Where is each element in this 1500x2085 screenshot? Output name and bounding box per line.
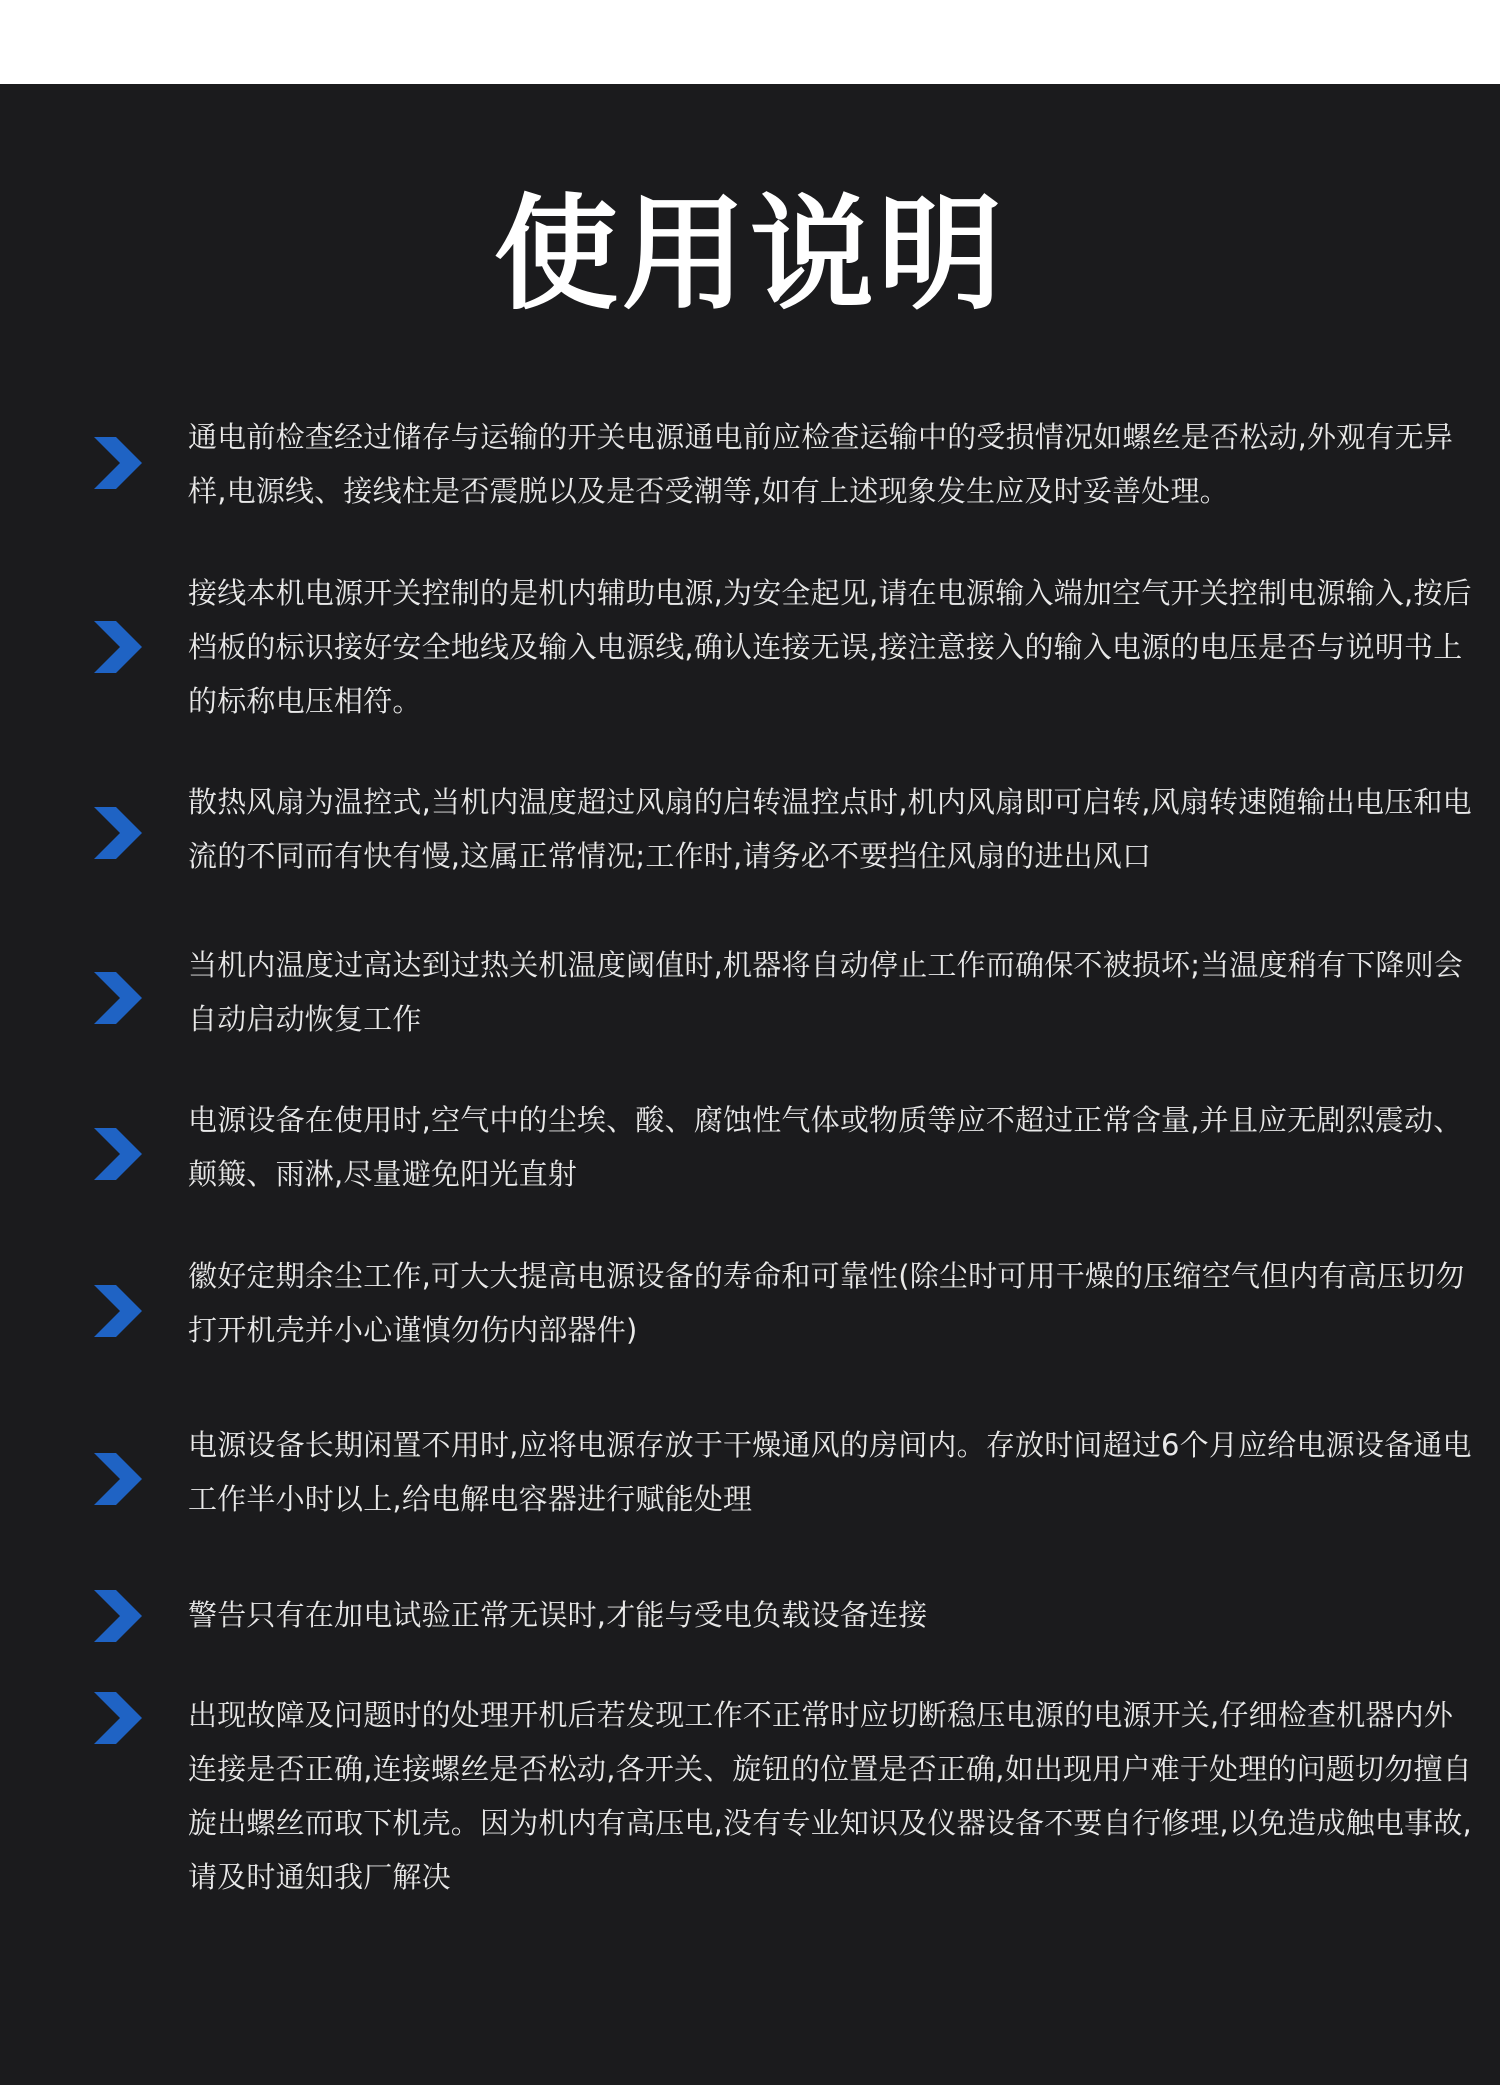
instruction-text: 出现故障及问题时的处理开机后若发现工作不正常时应切断稳压电源的电源开关,仔细检查机器内外连接是否正确,连接螺丝是否松动,各开关、旋钮的位置是否正确,如出现用户难于处理的问题切勿擅自旋出螺丝而取下机壳。因为机内有高压电,没有专业知识及仪器设备不要自行修理,以免造成触电事故,请及时通知我厂解决	[188, 1698, 1472, 1894]
instruction-text: 当机内温度过高达到过热关机温度阈值时,机器将自动停止工作而确保不被损坏;当温度稍有下降则会自动启动恢复工作	[188, 948, 1463, 1036]
chevron-right-icon	[94, 1590, 142, 1642]
instruction-text: 电源设备长期闲置不用时,应将电源存放于干燥通风的房间内。存放时间超过6个月应给电源设备通电工作半小时以上,给电解电容器进行赋能处理	[188, 1428, 1472, 1516]
instruction-text: 散热风扇为温控式,当机内温度超过风扇的启转温控点时,机内风扇即可启转,风扇转速随输出电压和电流的不同而有快有慢,这属正常情况;工作时,请务必不要挡住风扇的进出风口	[188, 785, 1472, 873]
chevron-right-icon	[94, 1692, 142, 1744]
chevron-right-icon	[94, 437, 142, 489]
page-title: 使用说明	[493, 183, 1006, 327]
instruction-text: 电源设备在使用时,空气中的尘埃、酸、腐蚀性气体或物质等应不超过正常含量,并且应无剧烈震动、颠簸、雨淋,尽量避免阳光直射	[188, 1103, 1463, 1191]
instruction-text: 通电前检查经过储存与运输的开关电源通电前应检查运输中的受损情况如螺丝是否松动,外观有无异样,电源线、接线柱是否震脱以及是否受潮等,如有上述现象发生应及时妥善处理。	[188, 420, 1454, 508]
chevron-right-icon	[94, 972, 142, 1024]
chevron-right-icon	[94, 621, 142, 673]
chevron-right-icon	[94, 807, 142, 859]
chevron-right-icon	[94, 1285, 142, 1337]
chevron-right-icon	[94, 1128, 142, 1180]
instruction-text: 徽好定期余尘工作,可大大提高电源设备的寿命和可靠性(除尘时可用干燥的压缩空气但内有高压切勿打开机壳并小心谨慎勿伤内部器件)	[188, 1259, 1465, 1347]
instruction-text: 警告只有在加电试验正常无误时,才能与受电负载设备连接	[188, 1598, 928, 1632]
instruction-text: 接线本机电源开关控制的是机内辅助电源,为安全起见,请在电源输入端加空气开关控制电源输入,按后档板的标识接好安全地线及输入电源线,确认连接无误,接注意接入的输入电源的电压是否与说明书上的标称电压相符。	[188, 576, 1472, 718]
chevron-right-icon	[94, 1453, 142, 1505]
